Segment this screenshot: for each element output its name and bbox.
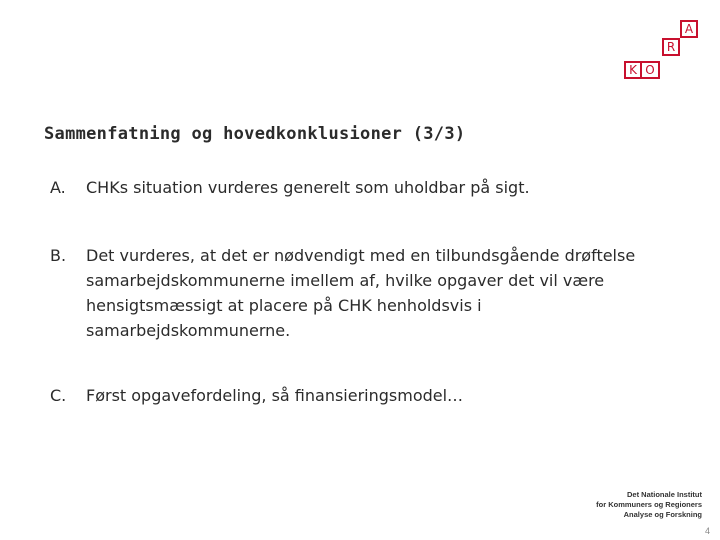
page-number: 4 [704, 526, 710, 536]
list-item-c [50, 383, 670, 408]
list-item-b [50, 243, 670, 343]
list-item-text: Det vurderes, at det er nødvendigt med en tilbundsgående drøftelse samarbejdskommunerne imellem af, hvilke opgaver det vil være hensigtsmæssigt at placere på CHK henholdsvis i samarbejdskommunerne. [86, 246, 636, 340]
list-item-text: CHKs situation vurderes generelt som uholdbar på sigt. [86, 178, 530, 197]
list-marker: A. [50, 178, 66, 197]
institute-logo [592, 490, 702, 520]
list-item-text: Først opgavefordeling, så finansieringsmodel… [86, 386, 464, 405]
logo-letter-r: R [662, 38, 680, 56]
slide-title: Sammenfatning og hovedkonklusioner (3/3) [44, 124, 466, 144]
logo-letter-k: K [624, 61, 642, 79]
institute-line: Analyse og Forskning [623, 510, 702, 519]
list-marker: C. [50, 386, 67, 405]
logo-letter-a: A [680, 20, 698, 38]
list-item-a [50, 175, 670, 200]
institute-line: for Kommuners og Regioners [596, 500, 702, 509]
logo-letter-o: O [642, 61, 660, 79]
list-marker: B. [50, 246, 67, 265]
institute-line: Det Nationale Institut [626, 490, 702, 499]
kora-logo [0, 0, 720, 100]
